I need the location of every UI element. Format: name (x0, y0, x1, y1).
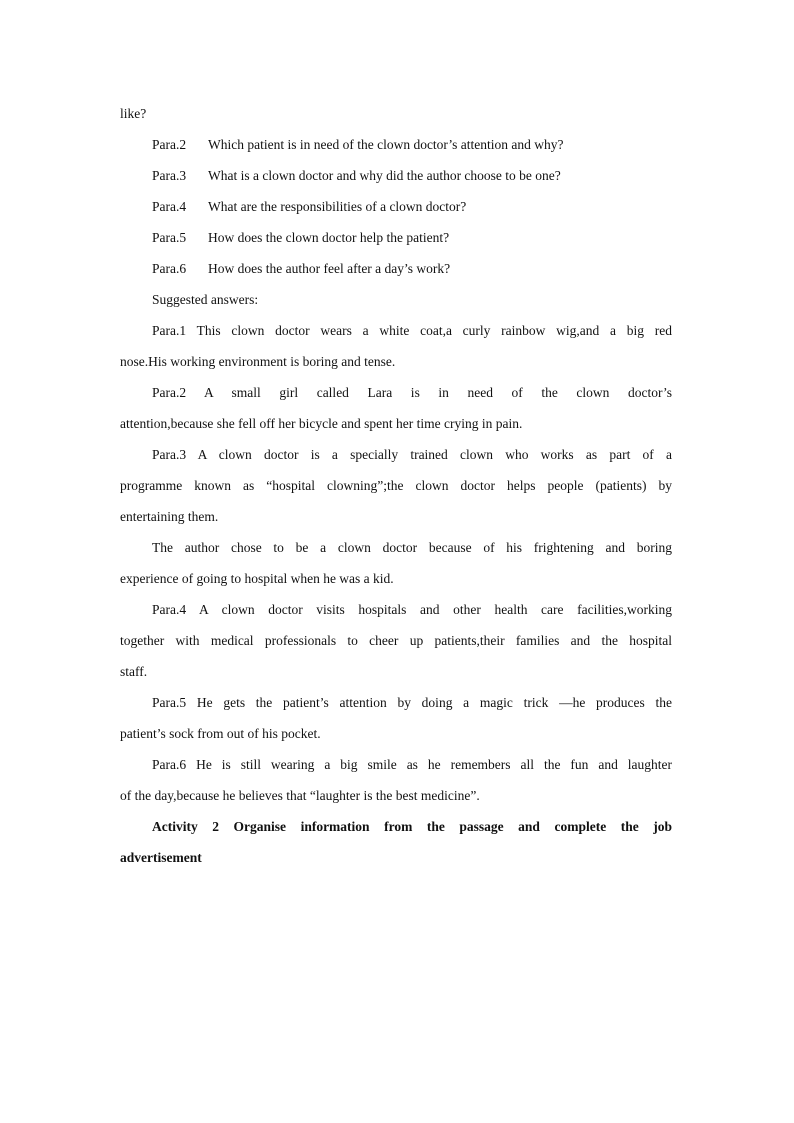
question-text: How does the clown doctor help the patient? (208, 230, 450, 245)
answer-text: This clown doctor wears a white coat,a curly rainbow wig,and a big red (196, 323, 672, 338)
question-para2 (120, 129, 672, 160)
answer-para3-line1 (120, 439, 672, 470)
question-para4 (120, 191, 672, 222)
answer-para1-line2: nose.His working environment is boring and tense. (120, 354, 396, 369)
answer-text: A small girl called Lara is in need of the clown doctor’s (203, 385, 672, 400)
question-text: How does the author feel after a day’s work? (208, 261, 451, 276)
answer-para4-line1 (120, 594, 672, 625)
question-para5 (120, 222, 672, 253)
answer-para4-line2: together with medical professionals to cheer up patients,their families and the hospital (120, 633, 672, 648)
answer-label: Para.2 (152, 385, 187, 400)
lead-fragment: like? (120, 106, 147, 121)
question-label: Para.2 (152, 137, 187, 152)
question-text: Which patient is in need of the clown doctor’s attention and why? (208, 137, 564, 152)
answer-para3b-line1: The author chose to be a clown doctor because of his frightening and boring (152, 540, 672, 555)
answer-para6-line2: of the day,because he believes that “laughter is the best medicine”. (120, 788, 480, 803)
answer-para1-line1 (120, 315, 672, 346)
answer-text: He gets the patient’s attention by doing a magic trick —he produces the (196, 695, 672, 710)
question-para6 (120, 253, 672, 284)
answer-para5-line1 (120, 687, 672, 718)
answer-label: Para.5 (152, 695, 187, 710)
question-label: Para.6 (152, 261, 187, 276)
answer-para3b-line2: experience of going to hospital when he was a kid. (120, 571, 394, 586)
answer-label: Para.4 (152, 602, 187, 617)
answer-para3-line3: entertaining them. (120, 509, 219, 524)
answer-para5-line2: patient’s sock from out of his pocket. (120, 726, 321, 741)
question-label: Para.4 (152, 199, 187, 214)
answer-para4-line3: staff. (120, 664, 148, 679)
document-page (120, 98, 672, 873)
question-text: What are the responsibilities of a clown doctor? (208, 199, 467, 214)
answer-text: He is still wearing a big smile as he remembers all the fun and laughter (196, 757, 673, 772)
question-para3 (120, 160, 672, 191)
answer-para3-line2: programme known as “hospital clowning”;the clown doctor helps people (patients) by (120, 478, 672, 493)
answer-label: Para.6 (152, 757, 187, 772)
answer-label: Para.1 (152, 323, 187, 338)
question-label: Para.3 (152, 168, 187, 183)
answer-text: A clown doctor visits hospitals and other health care facilities,working (199, 602, 672, 617)
question-label: Para.5 (152, 230, 187, 245)
answer-para2-line2: attention,because she fell off her bicycle and spent her time crying in pain. (120, 416, 523, 431)
answer-para2-line1 (120, 377, 672, 408)
question-text: What is a clown doctor and why did the author choose to be one? (208, 168, 561, 183)
activity-heading-line2: advertisement (120, 850, 202, 865)
answer-label: Para.3 (152, 447, 187, 462)
activity-heading-line1: Activity 2 Organise information from the passage and complete the job (152, 819, 672, 834)
answers-heading: Suggested answers: (152, 292, 259, 307)
answer-text: A clown doctor is a specially trained clown who works as part of a (197, 447, 672, 462)
answer-para6-line1 (120, 749, 672, 780)
